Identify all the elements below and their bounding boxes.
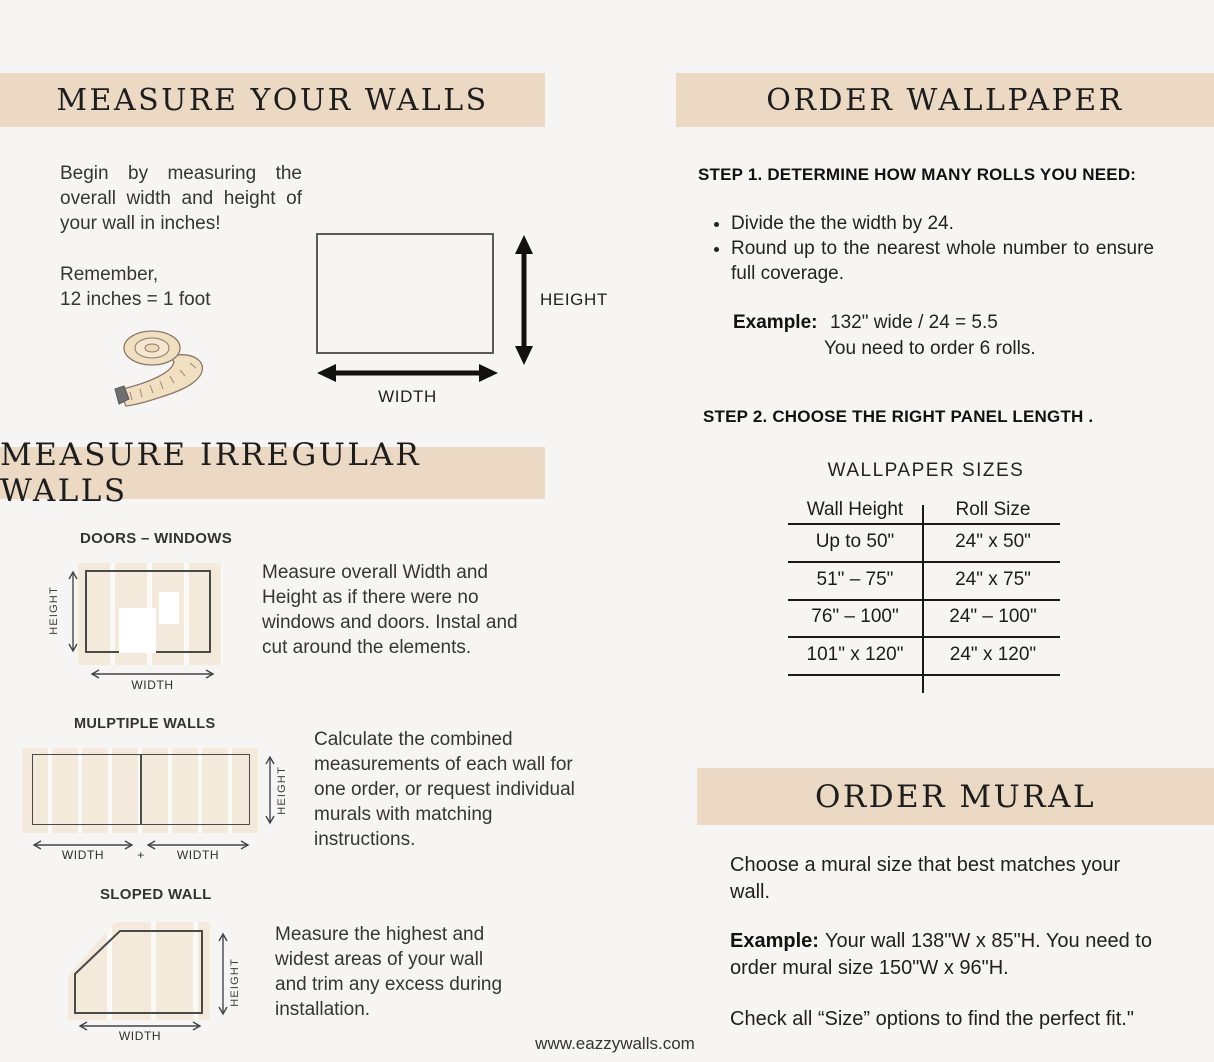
width-label: WIDTH [118, 1029, 162, 1043]
sloped-wall-diagram [55, 916, 265, 1051]
section-header-order-wallpaper [676, 73, 1214, 127]
remember-block [60, 262, 211, 312]
mural-note: Check all “Size” options to find the perfect fit." [730, 1008, 1134, 1030]
example-result: You need to order 6 rolls. [824, 338, 1036, 359]
mural-intro: Choose a mural size that best matches your wall. [730, 854, 1121, 903]
height-label: HEIGHT [540, 290, 608, 309]
tape-measure-icon [108, 322, 228, 412]
section-title: ORDER MURAL [814, 778, 1097, 815]
table-divider [922, 505, 924, 693]
multiple-walls-text: Calculate the combined measurements of each wall for one order, or request individual murals with matching instructions. [314, 729, 575, 850]
table-title: WALLPAPER SIZES [827, 460, 1025, 481]
table-line [788, 599, 1060, 601]
mural-example [730, 928, 1170, 982]
step2-heading: STEP 2. CHOOSE THE RIGHT PANEL LENGTH . [703, 407, 1094, 426]
doors-windows-label: DOORS – WINDOWS [80, 530, 233, 547]
step1-heading: STEP 1. DETERMINE HOW MANY ROLLS YOU NEED: [698, 165, 1137, 184]
table-cell: 76" – 100" [811, 606, 899, 627]
height-arrow-icon [67, 570, 79, 653]
height-label: HEIGHT [229, 958, 241, 1007]
table-line [788, 636, 1060, 638]
bullet-item: • Round up to the nearest whole number to ensure full coverage. [731, 236, 1154, 286]
section-title: MEASURE YOUR WALLS [56, 82, 489, 118]
conversion-line: 12 inches = 1 foot [60, 289, 211, 310]
sloped-wall-text: Measure the highest and widest areas of your wall and trim any excess during installation. [275, 924, 503, 1020]
section-title: ORDER WALLPAPER [766, 82, 1124, 118]
width-arrow-icon [316, 360, 499, 386]
step1-bullet-list [710, 211, 1154, 286]
window-shape [159, 592, 179, 624]
example-label: Example: [733, 312, 818, 333]
width-label-right: WIDTH [176, 848, 220, 862]
table-header-wall-height: Wall Height [806, 499, 904, 520]
table-header-roll-size: Roll Size [955, 499, 1031, 520]
height-arrow-icon [217, 932, 229, 1016]
height-label: HEIGHT [276, 766, 288, 815]
door-shape [119, 608, 156, 653]
table-cell: 51" – 75" [816, 569, 894, 590]
website-url: www.eazzywalls.com [535, 1034, 695, 1053]
sloped-wall-shape [55, 916, 215, 1026]
height-label: HEIGHT [48, 586, 60, 635]
table-line [788, 523, 1060, 525]
section-title: MEASURE IRREGULAR WALLS [0, 437, 422, 509]
example-label: Example: [730, 930, 819, 952]
doors-windows-text: Measure overall Width and Height as if there were no windows and doors. Instal and cut around the elements. [262, 562, 518, 658]
wallpaper-sizes-table [788, 497, 1060, 697]
example-calculation: 132" wide / 24 = 5.5 [830, 312, 998, 333]
height-arrow-icon [511, 234, 537, 366]
measure-walls-intro: Begin by measuring the overall width and height of your wall in inches! [60, 163, 302, 234]
bullet-item: • Divide the the width by 24. [731, 211, 1154, 236]
width-label-left: WIDTH [61, 848, 105, 862]
table-cell: 101" x 120" [806, 644, 904, 665]
doors-windows-diagram [40, 558, 250, 698]
height-arrow-icon [264, 755, 276, 825]
width-label: WIDTH [131, 678, 174, 692]
table-cell: Up to 50" [815, 531, 895, 552]
section-header-measure-walls [0, 73, 545, 127]
width-label: WIDTH [378, 387, 437, 406]
multiple-walls-label: MULPTIPLE WALLS [74, 716, 216, 732]
plus-sign: + [137, 848, 145, 862]
sloped-wall-label: SLOPED WALL [100, 886, 212, 903]
table-line [788, 674, 1060, 676]
example-text: Your wall 138"W x 85"H. You need to order mural size 150"W x 96"H. [730, 930, 1152, 979]
table-cell: 24" x 50" [955, 531, 1031, 552]
table-cell: 24" x 120" [949, 644, 1037, 665]
table-cell: 24" x 75" [955, 569, 1031, 590]
section-header-order-mural [697, 768, 1214, 825]
wall-divider [140, 754, 142, 825]
remember-line: Remember, [60, 264, 159, 285]
multiple-walls-diagram [22, 746, 322, 871]
table-line [788, 561, 1060, 563]
section-header-irregular-walls [0, 437, 545, 509]
wall-diagram [316, 233, 494, 354]
table-cell: 24" – 100" [949, 606, 1037, 627]
